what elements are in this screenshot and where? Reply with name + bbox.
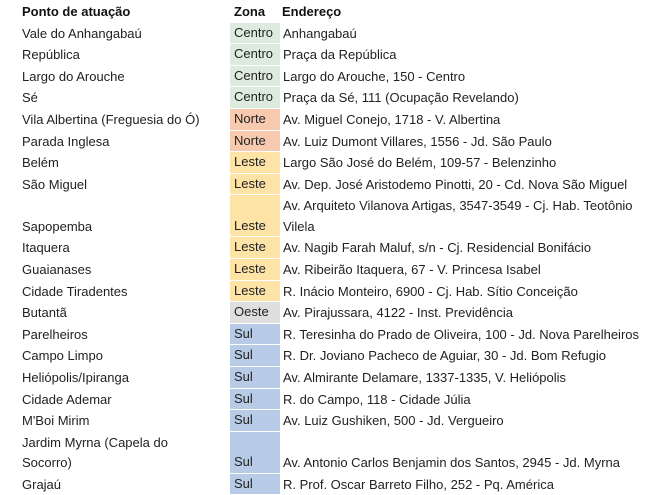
cell-zona: Sul xyxy=(230,389,280,411)
cell-ponto: Parelheiros xyxy=(22,326,88,342)
cell-endereco: R. Prof. Oscar Barreto Filho, 252 - Pq. América xyxy=(283,476,554,492)
cell-zona: Sul xyxy=(230,474,280,495)
cell-ponto xyxy=(20,432,230,474)
cell-ponto: Butantã xyxy=(22,305,67,321)
cell-zona: Leste xyxy=(230,237,280,259)
cell-zona: Leste xyxy=(230,281,280,303)
cell-ponto: Parada Inglesa xyxy=(22,133,110,149)
cell-zona: Sul xyxy=(230,432,280,474)
cell-zona: Sul xyxy=(230,345,280,367)
cell-ponto: Cidade Ademar xyxy=(22,391,112,407)
cell-endereco: Av. Luiz Gushiken, 500 - Jd. Vergueiro xyxy=(283,413,504,429)
cell-endereco: Av. Almirante Delamare, 1337-1335, V. Heliópolis xyxy=(283,369,567,385)
cell-zona: Sul xyxy=(230,324,280,346)
cell-endereco: R. Dr. Joviano Pacheco de Aguiar, 30 - Jd. Bom Refugio xyxy=(283,348,607,364)
cell-ponto: Sé xyxy=(22,90,38,106)
table-row xyxy=(20,432,643,474)
cell-endereco: Largo do Arouche, 150 - Centro xyxy=(283,68,466,84)
cell-ponto: Cidade Tiradentes xyxy=(22,283,128,299)
cell-endereco: Largo São José do Belém, 109-57 - Belenzinho xyxy=(283,155,557,171)
table-row xyxy=(20,281,643,303)
cell-endereco: Anhangabaú xyxy=(283,25,357,41)
header-endereco: Endereço xyxy=(280,2,643,23)
table-row xyxy=(20,152,643,174)
cell-ponto: Belém xyxy=(22,155,59,171)
cell-ponto: República xyxy=(22,47,80,63)
table-row xyxy=(20,174,643,196)
table-row xyxy=(20,259,643,281)
table-row xyxy=(20,195,643,237)
cell-zona: Sul xyxy=(230,367,280,389)
table-row xyxy=(20,87,643,109)
cell-endereco: Av. Luiz Dumont Villares, 1556 - Jd. São Paulo xyxy=(283,133,552,149)
cell-zona: Centro xyxy=(230,44,280,66)
cell-endereco: R. do Campo, 118 - Cidade Júlia xyxy=(283,391,471,407)
table-row xyxy=(20,109,643,131)
cell-zona: Norte xyxy=(230,131,280,153)
cell-endereco: R. Inácio Monteiro, 6900 - Cj. Hab. Sítio Conceição xyxy=(283,283,578,299)
cell-ponto: São Miguel xyxy=(22,176,88,192)
cell-zona: Leste xyxy=(230,174,280,196)
cell-endereco-line2: Vilela xyxy=(283,218,315,234)
cell-ponto: Itaquera xyxy=(22,240,70,256)
cell-endereco xyxy=(280,195,643,237)
cell-ponto-line1: Jardim Myrna (Capela do xyxy=(22,434,168,450)
cell-zona: Centro xyxy=(230,23,280,45)
table-row xyxy=(20,66,643,88)
header-zona: Zona xyxy=(230,2,280,23)
header-ponto: Ponto de atuação xyxy=(20,2,230,23)
header-row xyxy=(20,2,643,23)
table-row xyxy=(20,367,643,389)
table-row xyxy=(20,131,643,153)
cell-ponto: Grajaú xyxy=(22,476,62,492)
cell-zona: Centro xyxy=(230,87,280,109)
cell-ponto: Largo do Arouche xyxy=(22,68,125,84)
cell-zona: Centro xyxy=(230,66,280,88)
cell-endereco: Praça da República xyxy=(283,47,397,63)
table-row xyxy=(20,474,643,495)
table-row xyxy=(20,389,643,411)
cell-endereco: Av. Dep. José Aristodemo Pinotti, 20 - Cd. Nova São Miguel xyxy=(283,176,628,192)
cell-ponto-line2: Socorro) xyxy=(22,455,72,471)
locations-table xyxy=(20,2,643,495)
cell-ponto: M'Boi Mirim xyxy=(22,413,90,429)
cell-endereco: Av. Pirajussara, 4122 - Inst. Previdência xyxy=(283,305,514,321)
cell-endereco: Av. Antonio Carlos Benjamin dos Santos, 2945 - Jd. Myrna xyxy=(283,455,620,471)
cell-ponto: Sapopemba xyxy=(22,218,93,234)
cell-zona: Norte xyxy=(230,109,280,131)
table-row xyxy=(20,44,643,66)
cell-endereco: Av. Ribeirão Itaquera, 67 - V. Princesa Isabel xyxy=(283,261,541,277)
table-row xyxy=(20,23,643,45)
table-row xyxy=(20,345,643,367)
cell-ponto: Vale do Anhangabaú xyxy=(22,25,142,41)
cell-zona: Leste xyxy=(230,259,280,281)
table-row xyxy=(20,410,643,432)
cell-zona: Sul xyxy=(230,410,280,432)
cell-ponto: Campo Limpo xyxy=(22,348,103,364)
cell-endereco-line1: Av. Arquiteto Vilanova Artigas, 3547-3549 - Cj. Hab. Teotônio xyxy=(283,198,633,214)
cell-ponto: Heliópolis/Ipiranga xyxy=(22,369,129,385)
table-row xyxy=(20,324,643,346)
table-row xyxy=(20,237,643,259)
cell-endereco: Av. Miguel Conejo, 1718 - V. Albertina xyxy=(283,111,501,127)
table-row xyxy=(20,302,643,324)
cell-endereco: Praça da Sé, 111 (Ocupação Revelando) xyxy=(283,90,519,106)
cell-endereco: Av. Nagib Farah Maluf, s/n - Cj. Residencial Bonifácio xyxy=(283,240,592,256)
cell-endereco: R. Teresinha do Prado de Oliveira, 100 - Jd. Nova Parelheiros xyxy=(283,326,640,342)
cell-ponto: Guaianases xyxy=(22,261,92,277)
cell-zona: Leste xyxy=(230,195,280,237)
cell-zona: Leste xyxy=(230,152,280,174)
cell-zona: Oeste xyxy=(230,302,280,324)
cell-ponto: Vila Albertina (Freguesia do Ó) xyxy=(22,111,200,127)
